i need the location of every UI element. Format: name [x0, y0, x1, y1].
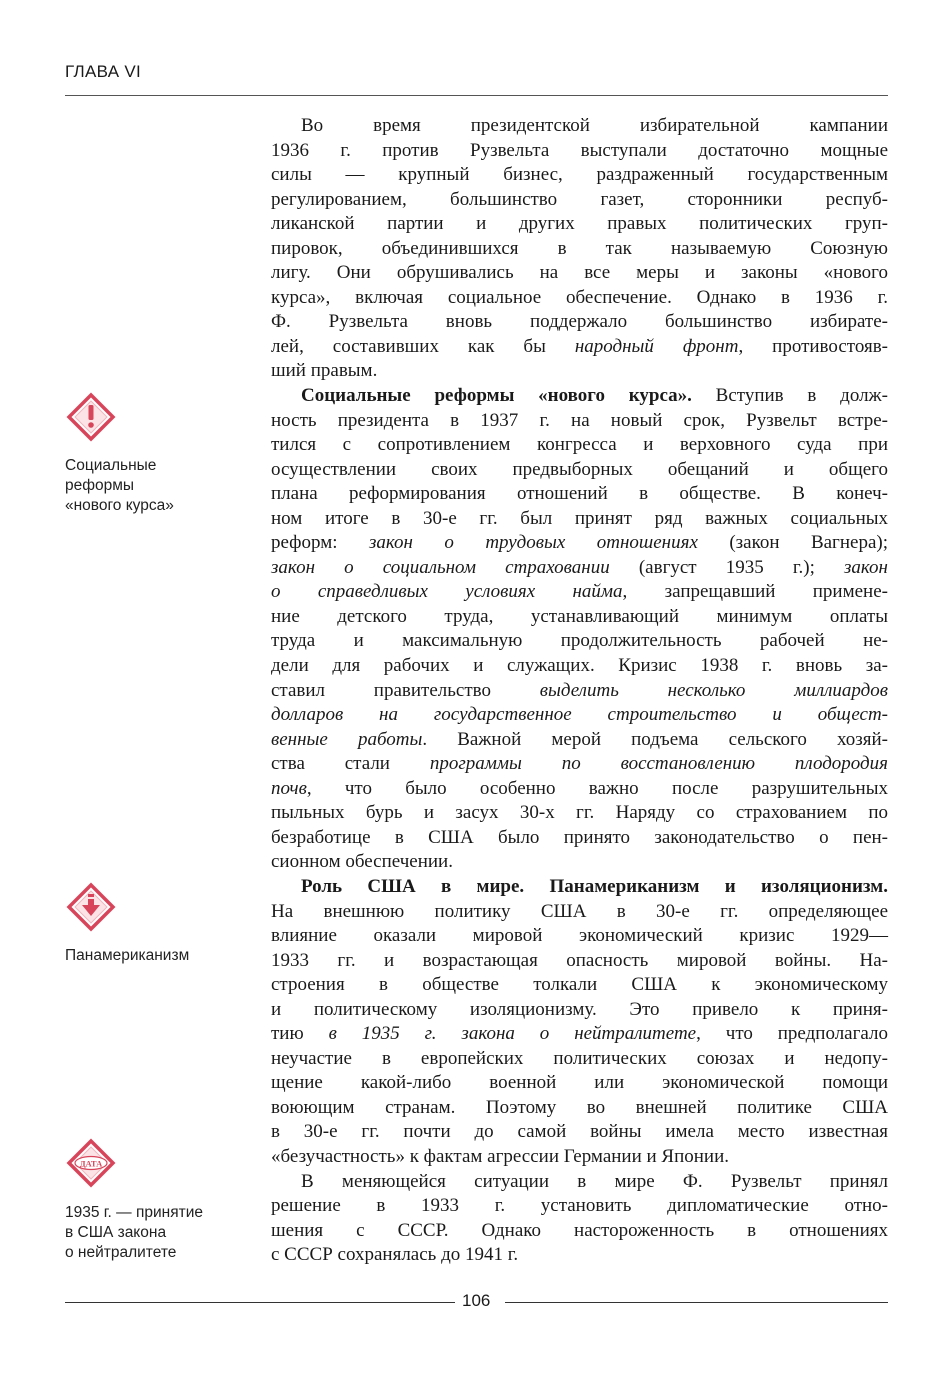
text-line [271, 1219, 888, 1244]
margin-note-panamericanism [65, 946, 189, 966]
text-segment: Ф. Рузвельта вновь поддержало большинство избирате- [271, 311, 888, 333]
text-line [271, 900, 888, 925]
text-segment: курса», включая социальное обеспечение. Однако в 1936 г. [271, 286, 888, 308]
margin-note-social-reforms [65, 456, 174, 516]
text-segment: «безучастность» к фактам агрессии Германии и Японии. [271, 1145, 730, 1167]
footer-rule-right [505, 1302, 888, 1303]
text-segment: труда и максимальную продолжительность рабочей не- [271, 630, 888, 652]
arrow-down-diamond-icon [66, 882, 116, 932]
text-segment: с СССР сохранялась до 1941 г. [271, 1244, 519, 1266]
text-segment: (закон Вагнера); [697, 532, 888, 554]
text-line [271, 973, 888, 998]
text-line [271, 605, 888, 630]
text-line [271, 875, 888, 900]
text-line [271, 1170, 888, 1195]
text-segment: щение какой-либо военной или экономической помощи [271, 1072, 888, 1094]
text-line [271, 507, 888, 532]
text-segment: реформ: [271, 532, 369, 554]
body-text [271, 114, 888, 1268]
text-line [271, 998, 888, 1023]
text-line [271, 261, 888, 286]
text-line [271, 1243, 888, 1268]
text-segment: ликанской партии и других правых политических груп- [271, 213, 888, 235]
emphasis-text: программы по восстановлению плодородия [429, 753, 889, 775]
section-heading: Роль США в мире. Панамериканизм и изоляционизм. [301, 875, 888, 897]
page-number: 106 [462, 1291, 491, 1310]
note-line: 1935 г. — принятие [65, 1204, 203, 1221]
text-segment: , противостояв- [738, 335, 889, 357]
note-line: Панамериканизм [65, 947, 190, 964]
text-line [271, 188, 888, 213]
note-line: в США закона [65, 1224, 167, 1241]
date-diamond-icon [66, 1138, 116, 1188]
text-segment: силы — крупный бизнес, раздраженный государственным [271, 164, 888, 186]
section-heading: Социальные реформы «нового курса». [301, 385, 692, 407]
text-line [271, 801, 888, 826]
text-segment: , запрещавший примене- [622, 581, 888, 603]
paragraph [271, 384, 888, 875]
exclamation-diamond-icon [66, 392, 116, 442]
footer-rule-left [65, 1302, 455, 1303]
text-line [271, 482, 888, 507]
chapter-header: ГЛАВА VI [65, 62, 142, 81]
text-segment: неучастие в европейских политических союзах и недопу- [271, 1047, 888, 1069]
text-line [271, 1120, 888, 1145]
text-line [271, 433, 888, 458]
text-segment: плана реформирования отношений в обществе. В конеч- [271, 483, 888, 505]
text-line [271, 1047, 888, 1072]
text-line [271, 1022, 888, 1047]
note-line: о нейтралитете [65, 1244, 177, 1261]
paragraph [271, 1170, 888, 1268]
text-line [271, 286, 888, 311]
emphasis-text: выделить несколько миллиардов [539, 679, 888, 701]
text-segment: ность президента в 1937 г. на новый срок, Рузвельт встре- [271, 409, 888, 431]
text-line [271, 850, 888, 875]
text-segment: лигу. Они обрушивались на все меры и законы «нового [271, 262, 888, 284]
text-segment: осуществлении своих предвыборных обещаний и общего [271, 458, 888, 480]
text-segment: влияние оказали мировой экономический кризис 1929— [271, 925, 888, 947]
text-line [271, 580, 888, 605]
text-segment: безработице в США было принято законодательство о пен- [271, 826, 888, 848]
emphasis-text: о справедливых условиях найма [271, 581, 623, 603]
text-segment: воюющим странам. Поэтому во внешней политике США [271, 1096, 888, 1118]
text-segment: ном итоге в 30-е гг. был принят ряд важных социальных [271, 507, 888, 529]
paragraph [271, 875, 888, 1170]
text-segment: , что было особенно важно после разрушительных [306, 777, 888, 799]
text-line [271, 1194, 888, 1219]
text-segment: лей, составивших как бы [271, 335, 575, 357]
text-line [271, 752, 888, 777]
svg-text:ДАТА: ДАТА [79, 1158, 103, 1169]
text-segment: ние детского труда, устанавливающий минимум оплаты [271, 605, 888, 627]
text-line [271, 458, 888, 483]
text-segment: тился с сопротивлением конгресса и верховного суда при [271, 434, 888, 456]
text-line [271, 359, 888, 384]
emphasis-text: народный фронт [574, 335, 739, 357]
text-segment: сионном обеспечении. [271, 851, 453, 873]
text-line [271, 212, 888, 237]
note-line: «нового курса» [65, 497, 174, 514]
text-line [271, 237, 888, 262]
text-line [271, 139, 888, 164]
text-line [271, 949, 888, 974]
header-rule [65, 95, 888, 96]
text-segment: ставил правительство [271, 679, 540, 701]
text-line [271, 826, 888, 851]
text-line [271, 703, 888, 728]
text-line [271, 114, 888, 139]
emphasis-text: венные работы [271, 728, 423, 750]
paragraph [271, 114, 888, 384]
text-line [271, 310, 888, 335]
text-line [271, 1096, 888, 1121]
text-line [271, 777, 888, 802]
emphasis-text: в 1935 г. закона о нейтралитете [328, 1023, 697, 1045]
text-line [271, 629, 888, 654]
text-segment: На внешнюю политику США в 30-е гг. определяющее [271, 900, 888, 922]
text-segment: (август 1935 г.); [609, 556, 844, 578]
text-line [271, 1145, 888, 1170]
text-segment: 1936 г. против Рузвельта выступали достаточно мощные [271, 139, 888, 161]
text-segment: . Важной мерой подъема сельского хозяй- [422, 728, 888, 750]
emphasis-text: закон [843, 556, 888, 578]
text-segment: , что предполагало [696, 1023, 888, 1045]
emphasis-text: закон о трудовых отношениях [368, 532, 698, 554]
text-line [271, 384, 888, 409]
text-line [271, 531, 888, 556]
text-segment: строения в обществе толкали США к экономическому [271, 974, 888, 996]
text-line [271, 409, 888, 434]
text-segment: тию [271, 1023, 329, 1045]
margin-note-neutrality-date [65, 1203, 203, 1263]
emphasis-text: закон о социальном страховании [271, 556, 610, 578]
text-line [271, 163, 888, 188]
text-segment: ший правым. [271, 360, 378, 382]
emphasis-text: долларов на государственное строительство и общест- [271, 704, 888, 726]
note-line: Социальные [65, 457, 157, 474]
text-line [271, 654, 888, 679]
text-line [271, 728, 888, 753]
text-line [271, 679, 888, 704]
text-line [271, 556, 888, 581]
text-segment: регулированием, большинство газет, сторонники респуб- [271, 188, 888, 210]
text-line [271, 924, 888, 949]
emphasis-text: почв [271, 777, 307, 799]
text-segment: пировок, объединившихся в так называемую Союзную [271, 237, 888, 259]
note-line: реформы [65, 477, 135, 494]
text-segment: В меняющейся ситуации в мире Ф. Рузвельт принял [301, 1170, 888, 1192]
text-segment: Вступив в долж- [691, 385, 889, 407]
text-segment: в 30-е гг. почти до самой войны имела место известная [271, 1121, 888, 1143]
text-segment: и политическому изоляционизму. Это привело к приня- [271, 998, 888, 1020]
text-segment: дели для рабочих и служащих. Кризис 1938 г. вновь за- [271, 655, 888, 677]
text-line [271, 1071, 888, 1096]
text-segment: 1933 гг. и возрастающая опасность мировой войны. На- [271, 949, 888, 971]
text-line [271, 335, 888, 360]
text-segment: пыльных бурь и засух 30-х гг. Наряду со страхованием по [271, 802, 888, 824]
text-segment: ства стали [271, 753, 430, 775]
text-segment: решение в 1933 г. установить дипломатические отно- [271, 1195, 888, 1217]
text-segment: шения с СССР. Однако настороженность в отношениях [271, 1219, 888, 1241]
text-segment: Во время президентской избирательной кампании [301, 115, 888, 136]
